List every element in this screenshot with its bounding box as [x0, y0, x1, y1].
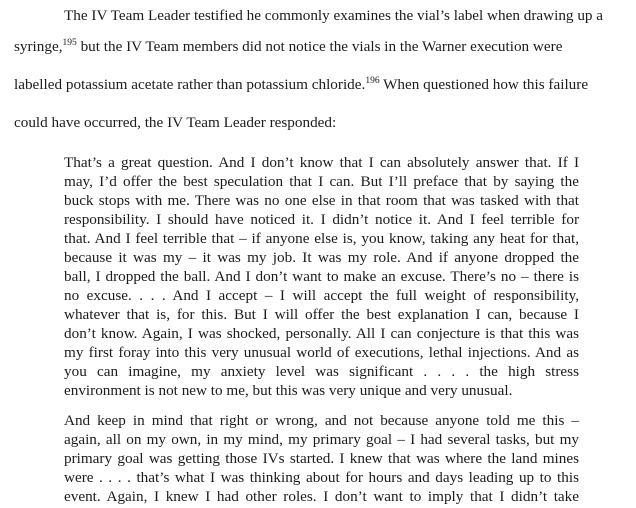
intro-line-3	[14, 76, 588, 94]
intro-line-2-pre: syringe,	[14, 38, 63, 55]
quote1-line-text: environment is not new to me, but this was very unique and very unusual.	[64, 382, 513, 399]
quote1-line-text: no excuse. . . . And I accept – I will accept the full weight of responsibility,	[64, 287, 579, 304]
quote1-line	[64, 363, 579, 381]
quote2-line-text: primary goal was getting those IVs started. I knew that was where the land mines	[64, 450, 579, 467]
quote2-line	[64, 450, 579, 468]
footnote-ref-195[interactable]: 195	[62, 38, 77, 48]
quote1-line	[64, 287, 579, 305]
intro-line-1	[64, 7, 603, 25]
quote1-line	[64, 306, 579, 324]
quote1-line	[64, 382, 512, 400]
quote2-line-text: And keep in mind that right or wrong, and not because anyone told me this –	[64, 412, 579, 429]
intro-line-4-text: could have occurred, the IV Team Leader responded:	[14, 114, 337, 131]
quote1-line-text: don’t know. Again, I was shocked, personally. All I can conjecture is that this was	[64, 325, 579, 342]
quote1-line-text: that. And I feel terrible that – if anyone else is, you know, taking any heat for that,	[64, 230, 579, 247]
quote2-line-text: again, all on my own, in my mind, my primary goal – I had several tasks, but my	[64, 431, 579, 448]
quote1-line-text: may, I’d offer the best speculation that I can. But I’ll preface that by saying the	[64, 173, 579, 190]
intro-line-3-pre: labelled potassium acetate rather than potassium chloride.	[14, 76, 366, 93]
quote1-line	[64, 268, 579, 286]
quote2-line-text: event. Again, I knew I had other roles. I don’t want to imply that I didn’t take	[64, 488, 579, 505]
quote1-line-text: you can imagine, my anxiety level was significant . . . . the high stress	[64, 363, 579, 380]
quote1-line	[64, 173, 579, 191]
footnote-ref-196[interactable]: 196	[365, 76, 380, 86]
quote1-line	[64, 192, 579, 210]
quote1-line	[64, 325, 579, 343]
quote2-line	[64, 488, 579, 506]
intro-line-2	[14, 38, 562, 56]
quote1-line-text: my first foray into this very unusual world of executions, lethal injections. And as	[64, 344, 579, 361]
quote2-line	[64, 431, 579, 449]
quote1-line-text: because it was my – it was my job. It was my role. And if anyone dropped the	[64, 249, 579, 266]
intro-line-2-post: but the IV Team members did not notice the vials in the Warner execution were	[76, 38, 563, 55]
quote1-line-text: whatever that is, for this. But I will offer the best explanation I can, because I	[64, 306, 579, 323]
quote2-line	[64, 412, 579, 430]
quote1-line	[64, 249, 579, 267]
intro-line-3-post: When questioned how this failure	[379, 76, 589, 93]
quote1-line	[64, 344, 579, 362]
quote1-line-text: responsibility. I should have noticed it. I didn’t notice it. And I feel terrible for	[64, 211, 579, 228]
quote2-line	[64, 469, 579, 487]
quote1-line	[64, 230, 579, 248]
intro-line-4	[14, 114, 336, 132]
intro-line-1-text: The IV Team Leader testified he commonly examines the vial’s label when drawing up a	[64, 7, 604, 24]
quote1-line-text: That’s a great question. And I don’t know that I can absolutely answer that. If I	[64, 154, 579, 171]
quote1-line	[64, 211, 579, 229]
quote1-line-text: buck stops with me. There was no one else in that room that was tasked with that	[64, 192, 579, 209]
quote2-line-text: were . . . . that’s what I was thinking about for hours and days leading up to this	[64, 469, 579, 486]
quote1-line	[64, 154, 579, 172]
quote1-line-text: ball, I dropped the ball. And I don’t want to make an excuse. There’s no – there is	[64, 268, 579, 285]
